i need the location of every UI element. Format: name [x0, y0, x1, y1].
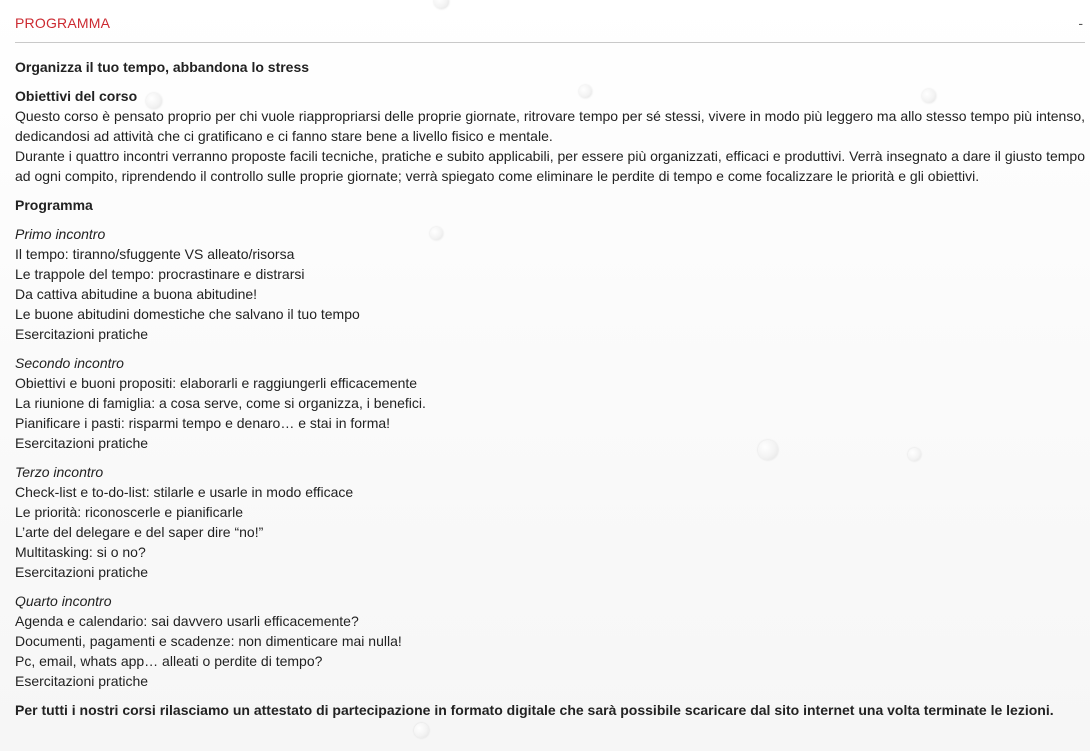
meeting-block-2 [15, 353, 1085, 453]
meeting-item: Check-list e to-do-list: stilarle e usarle in modo efficace [15, 484, 354, 500]
meeting-item: Il tempo: tiranno/sfuggente VS alleato/risorsa [15, 246, 295, 262]
program-title: Programma [15, 197, 93, 213]
meeting-block-3 [15, 462, 1085, 582]
meeting-title: Primo incontro [15, 226, 106, 242]
meeting-title: Terzo incontro [15, 464, 104, 480]
meeting-item: Pianificare i pasti: risparmi tempo e denaro… e stai in forma! [15, 415, 391, 431]
meeting-item: Esercitazioni pratiche [15, 564, 149, 580]
meeting-item: L’arte del delegare e del saper dire “no!” [15, 524, 264, 540]
accordion-content [15, 57, 1085, 720]
meeting-item: Esercitazioni pratiche [15, 673, 149, 689]
course-lead: Organizza il tuo tempo, abbandona lo stress [15, 59, 310, 75]
meeting-item: Esercitazioni pratiche [15, 435, 149, 451]
meeting-block-1 [15, 224, 1085, 344]
certificate-note: Per tutti i nostri corsi rilasciamo un attestato di partecipazione in formato digitale che sarà possibile scaricare dal sito internet una volta terminate le lezioni. [15, 702, 1054, 718]
objectives-paragraph: Questo corso è pensato proprio per chi vuole riappropriarsi delle proprie giornate, ritrovare tempo per sé stessi, vivere in modo più leggero ma allo stesso tempo più intenso, dedicandosi ad attività che ci gratificano e ci fanno stare bene a livello fisico e mentale. [15, 108, 1085, 144]
meeting-item: Esercitazioni pratiche [15, 326, 149, 342]
meeting-item: Pc, email, whats app… alleati o perdite di tempo? [15, 653, 323, 669]
meeting-item: Le priorità: riconoscerle e pianificarle [15, 504, 243, 520]
meeting-item: Le trappole del tempo: procrastinare e distrarsi [15, 266, 305, 282]
meeting-block-4 [15, 591, 1085, 691]
collapse-toggle-icon[interactable]: - [1078, 15, 1083, 31]
meeting-item: Obiettivi e buoni propositi: elaborarli e raggiungerli efficacemente [15, 375, 418, 391]
meeting-item: Da cattiva abitudine a buona abitudine! [15, 286, 258, 302]
meeting-item: Documenti, pagamenti e scadenze: non dimenticare mai nulla! [15, 633, 402, 649]
objectives-title: Obiettivi del corso [15, 88, 138, 104]
objectives-paragraph: Durante i quattro incontri verranno proposte facili tecniche, pratiche e subito applicabili, per essere più organizzati, efficaci e produttivi. Verrà insegnato a dare il giusto tempo ad ogni compito, riprendendo il controllo sulle proprie giornate; verrà spiegato come eliminare le perdite di tempo e come focalizzare le priorità e gli obiettivi. [15, 148, 1085, 184]
accordion-header-programma[interactable] [15, 0, 1085, 43]
meeting-item: Multitasking: si o no? [15, 544, 146, 560]
meeting-title: Secondo incontro [15, 355, 124, 371]
meeting-item: Agenda e calendario: sai davvero usarli efficacemente? [15, 613, 359, 629]
meeting-item: Le buone abitudini domestiche che salvano il tuo tempo [15, 306, 360, 322]
meeting-title: Quarto incontro [15, 593, 112, 609]
accordion-title[interactable]: PROGRAMMA [15, 15, 111, 31]
decorative-bubble [414, 723, 429, 738]
meeting-item: La riunione di famiglia: a cosa serve, come si organizza, i benefici. [15, 395, 426, 411]
